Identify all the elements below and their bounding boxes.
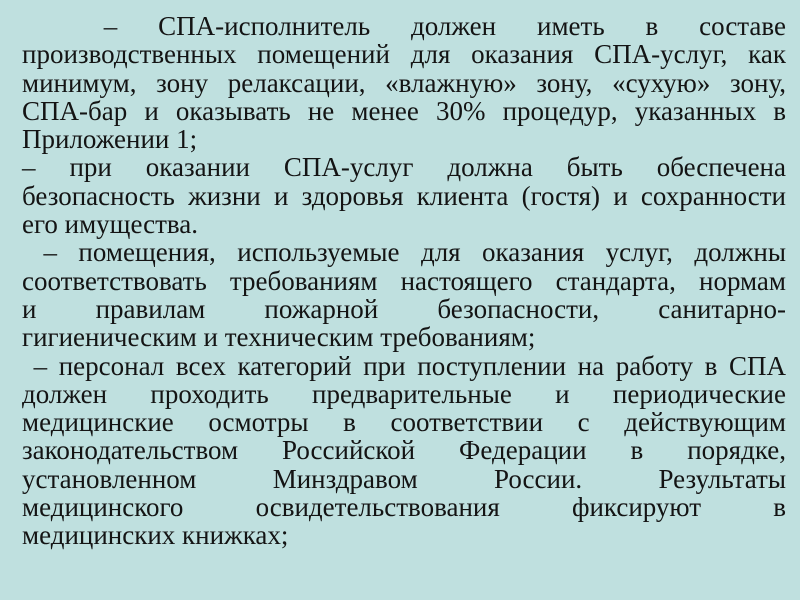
document-body [22, 12, 786, 550]
text-line: законодательством Российской Федерации в порядке, [22, 435, 786, 466]
text-line: Приложении 1; [22, 124, 198, 155]
text-line: его имущества. [22, 209, 199, 240]
text-line: и правилам пожарной безопасности, санитарно- [22, 293, 786, 324]
text-line: гигиеническим и техническим требованиям; [22, 322, 536, 353]
text-line: установленном Минздравом России. Результаты [22, 463, 786, 494]
text-line: – СПА-исполнитель должен иметь в составе [22, 11, 786, 41]
text-line: производственных помещений для оказания СПА-услуг, как [22, 39, 786, 70]
paragraph-staff-medical [22, 352, 786, 550]
paragraph-premises [22, 238, 786, 351]
text-line: должен проходить предварительные и периодические [22, 378, 786, 409]
text-line: безопасность жизни и здоровья клиента (гостя) и сохранности [22, 180, 786, 211]
text-line: медицинских книжках; [22, 520, 289, 551]
paragraph-client-safety [22, 153, 786, 238]
text-line: – персонал всех категорий при поступлении на работу в СПА [22, 350, 786, 381]
text-line: медицинские осмотры в соответствии с действующим [22, 407, 786, 438]
text-line: медицинского освидетельствования фиксируют в [22, 492, 786, 523]
text-line: – при оказании СПА-услуг должна быть обеспечена [22, 152, 786, 183]
text-line: СПА-бар и оказывать не менее 30% процедур, указанных в [22, 95, 786, 126]
paragraph-spa-requirements [22, 12, 786, 153]
text-line: минимум, зону релаксации, «влажную» зону, «сухую» зону, [22, 67, 786, 98]
text-line: – помещения, используемые для оказания услуг, должны [22, 237, 786, 268]
text-line: соответствовать требованиям настоящего стандарта, нормам [22, 265, 786, 296]
